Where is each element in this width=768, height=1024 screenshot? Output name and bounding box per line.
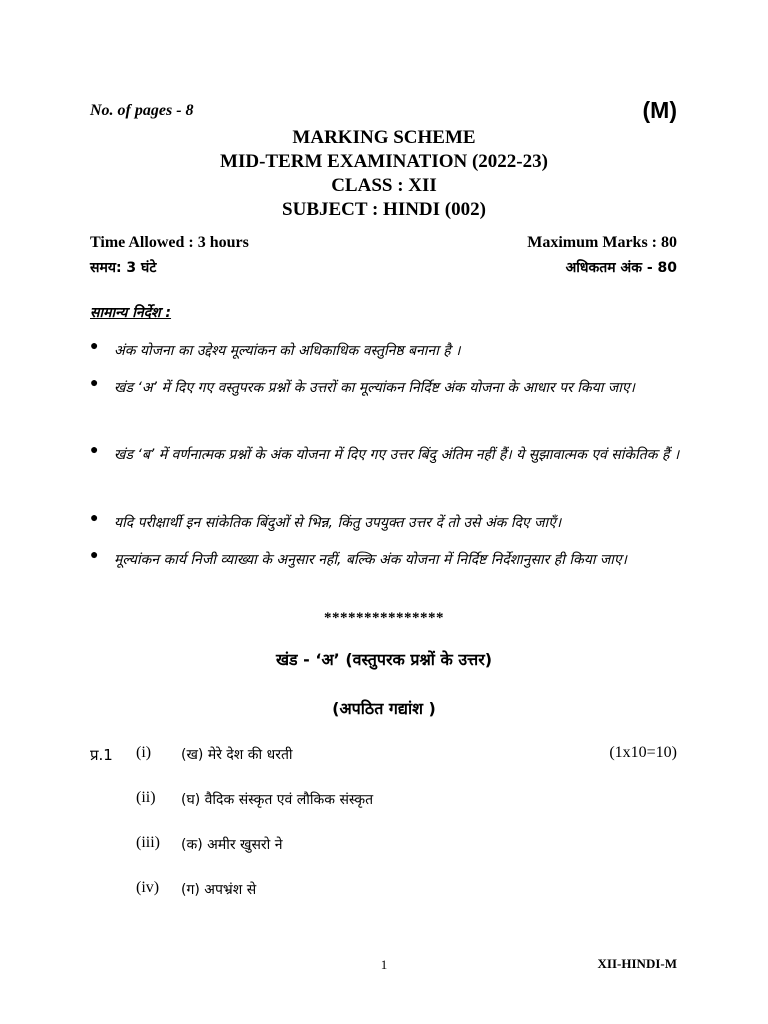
answer-text: (घ) वैदिक संस्कृत एवं लौकिक संस्कृत <box>181 792 374 808</box>
answer-number: (i) <box>136 744 152 761</box>
bullet-icon: ● <box>90 339 99 354</box>
page-count: No. of pages - 8 <box>90 102 194 119</box>
section-title: खंड - ‘अ’ (वस्तुपरक प्रश्नों के उत्तर) <box>275 650 493 669</box>
bullet-icon: ● <box>90 376 99 391</box>
time-allowed: Time Allowed : 3 hours <box>90 234 249 251</box>
bullet-icon: ● <box>90 443 99 458</box>
maximum-marks-hindi: अधिकतम अंक - 80 <box>565 260 677 276</box>
instruction-item: ● अंक योजना का उद्देश्य मूल्यांकन को अधिकाधिक वस्तुनिष्ठ बनाना है । <box>90 336 690 366</box>
exam-title: MID-TERM EXAMINATION (2022-23) <box>220 151 548 172</box>
bullet-icon: ● <box>90 548 99 563</box>
doc-title: MARKING SCHEME <box>292 127 476 148</box>
answer-number: (iv) <box>136 879 160 896</box>
document-code: XII-HINDI-M <box>597 956 677 971</box>
time-allowed-hindi: समय: 3 घंटे <box>90 260 157 276</box>
section-subtitle: (अपठित गद्यांश ) <box>332 699 436 718</box>
bullet-icon: ● <box>90 511 99 526</box>
page-number: 1 <box>380 957 388 972</box>
answer-number: (iii) <box>136 834 160 851</box>
answer-number: (ii) <box>136 789 156 806</box>
instruction-item: ● खंड ‘अ’ में दिए गए वस्तुपरक प्रश्नों के उत्तरों का मूल्यांकन निर्दिष्ट अंक योजना के आधार पर किया जाए। <box>90 373 690 403</box>
answer-text: (ख) मेरे देश की धरती <box>181 747 293 763</box>
general-instructions-heading: सामान्य निर्देश : <box>90 305 172 321</box>
maximum-marks: Maximum Marks : 80 <box>527 234 677 251</box>
subject-title: SUBJECT : HINDI (002) <box>282 199 486 220</box>
set-tag: (M) <box>642 97 677 123</box>
answer-text: (क) अमीर खुसरो ने <box>181 837 283 853</box>
class-title: CLASS : XII <box>331 175 437 196</box>
instruction-item: ● खंड ‘ब’ में वर्णनात्मक प्रश्नों के अंक योजना में दिए गए उत्तर बिंदु अंतिम नहीं हैं। ये सुझावात्मक एवं सांकेतिक हैं । <box>90 440 690 470</box>
instruction-item: ● यदि परीक्षार्थी इन सांकेतिक बिंदुओं से भिन्न, किंतु उपयुक्त उत्तर दें तो उसे अंक दिए जाएँ। <box>90 508 690 538</box>
instruction-item: ● मूल्यांकन कार्य निजी व्याख्या के अनुसार नहीं, बल्कि अंक योजना में निर्दिष्ट निर्देशानुसार ही किया जाए। <box>90 545 690 575</box>
answer-text: (ग) अपभ्रंश से <box>181 882 257 898</box>
divider-stars: *************** <box>324 610 444 626</box>
question-number: प्र.1 <box>90 746 113 764</box>
question-marks: (1x10=10) <box>609 744 677 761</box>
